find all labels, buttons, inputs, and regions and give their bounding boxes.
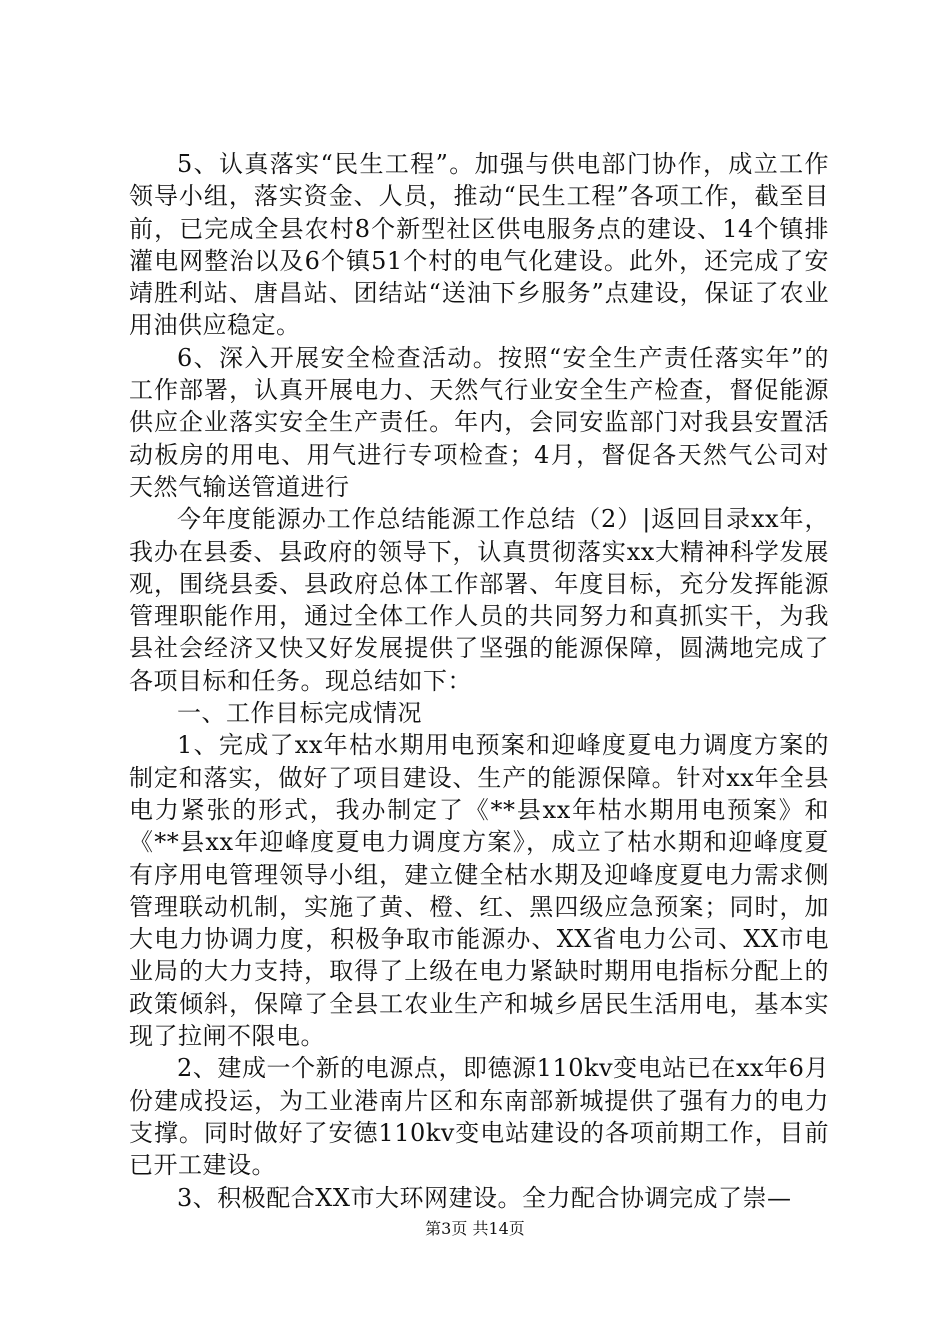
paragraph-safety-inspection: 6、深入开展安全检查活动。按照“安全生产责任落实年”的工作部署，认真开展电力、天然气行业安全生产检查，督促能源供应企业落实安全生产责任。年内，会同安监部门对我县安置活动板房的用电、用气进行专项检查；4月，督促各天然气公司对天然气输送管道进行 (129, 343, 829, 501)
document-body (129, 148, 829, 1214)
paragraph-ring-network: 3、积极配合XX市大环网建设。全力配合协调完成了崇— (177, 1183, 792, 1212)
paragraph-new-substation: 2、建成一个新的电源点，即德源110kv变电站已在xx年6月份建成投运，为工业港南片区和东南部新城提供了强有力的电力支撑。同时做好了安德110kv变电站建设的各项前期工作，目前已开工建设。 (129, 1054, 829, 1180)
page-number-footer: 第3页 共14页 (425, 1219, 525, 1238)
paragraph-power-plan: 1、完成了xx年枯水期用电预案和迎峰度夏电力调度方案的制定和落实，做好了项目建设、生产的能源保障。针对xx年全县电力紧张的形式，我办制定了《**县xx年枯水期用电预案》和《**县xx年迎峰度夏电力调度方案》，成立了枯水期和迎峰度夏有序用电管理领导小组，建立健全枯水期及迎峰度夏电力需求侧管理联动机制，实施了黄、橙、红、黑四级应急预案；同时，加大电力协调力度，积极争取市能源办、XX省电力公司、XX市电业局的大力支持，取得了上级在电力紧缺时期用电指标分配上的政策倾斜，保障了全县工农业生产和城乡居民生活用电，基本实现了拉闸不限电。 (129, 731, 829, 1051)
paragraph-livelihood-project: 5、认真落实“民生工程”。加强与供电部门协作，成立工作领导小组，落实资金、人员，推动“民生工程”各项工作，截至目前，已完成全县农村8个新型社区供电服务点的建设、14个镇排灌电网整治以及6个镇51个村的电气化建设。此外，还完成了安靖胜利站、唐昌站、团结站“送油下乡服务”点建设，保证了农业用油供应稳定。 (129, 150, 829, 340)
section-heading-goals: 一、工作目标完成情况 (177, 699, 422, 728)
paragraph-annual-summary-intro: 今年度能源办工作总结能源工作总结（2）|返回目录xx年，我办在县委、县政府的领导下，认真贯彻落实xx大精神科学发展观，围绕县委、县政府总体工作部署、年度目标，充分发挥能源管理职能作用，通过全体工作人员的共同努力和真抓实干，为我县社会经济又快又好发展提供了坚强的能源保障，圆满地完成了各项目标和任务。现总结如下： (129, 505, 829, 695)
